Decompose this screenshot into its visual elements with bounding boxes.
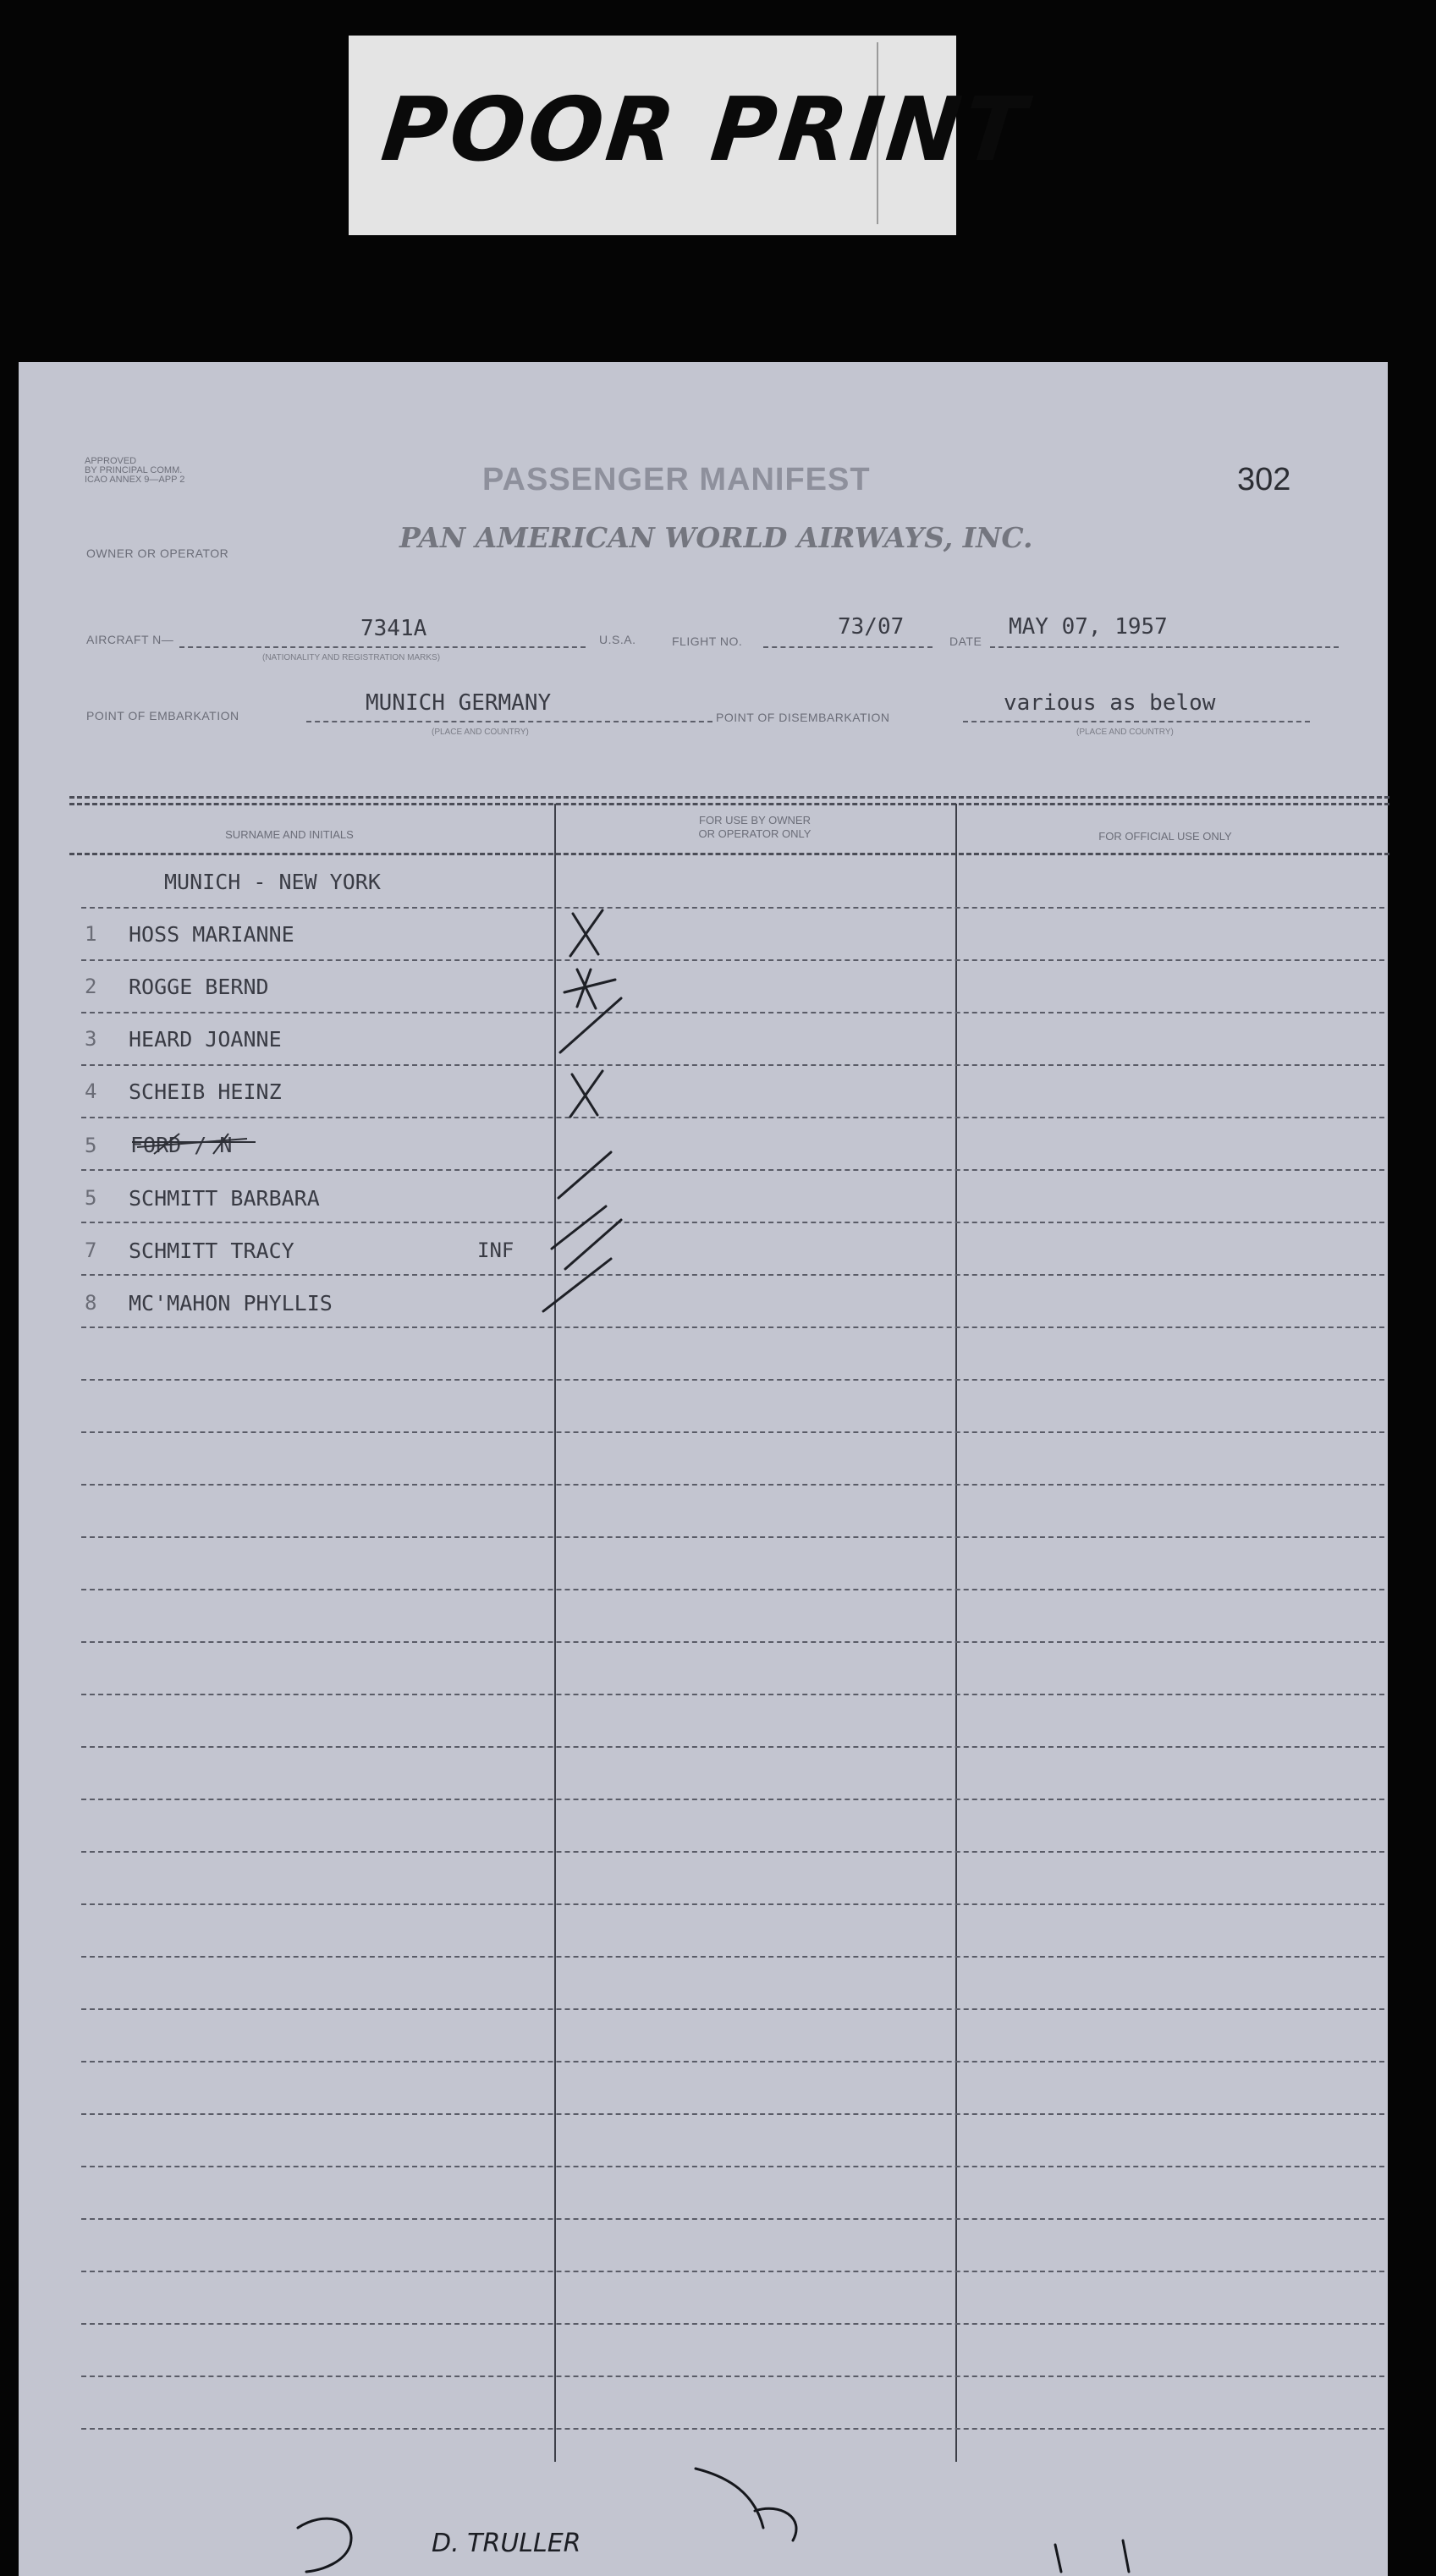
passenger-name: SCHEIB HEINZ	[129, 1079, 282, 1104]
passenger-name: SCHMITT TRACY	[129, 1239, 294, 1263]
bottom-handwriting	[19, 362, 1388, 2576]
passenger-number: 7	[85, 1239, 97, 1262]
handwriting-scrawl	[298, 2518, 351, 2572]
approval-note: APPROVED BY PRINCIPAL COMM. ICAO ANNEX 9—APP 2	[85, 456, 185, 485]
passenger-name: HEARD JOANNE	[129, 1027, 282, 1052]
col-header-owner-line1: FOR USE BY OWNER	[699, 814, 811, 827]
passenger-number: 5	[85, 1186, 97, 1210]
passenger-number: 3	[85, 1027, 97, 1051]
manifest-sheet	[19, 362, 1388, 2576]
disembark-label: POINT OF DISEMBARKATION	[716, 711, 890, 724]
passenger-name: SCHMITT BARBARA	[129, 1186, 320, 1211]
form-title: PASSENGER MANIFEST	[482, 462, 871, 497]
col-header-surname: SURNAME AND INITIALS	[225, 828, 354, 841]
handwriting-tick	[1055, 2540, 1129, 2572]
aircraft-value: 7341A	[360, 616, 427, 641]
aircraft-label: AIRCRAFT N—	[86, 633, 174, 646]
embark-label: POINT OF EMBARKATION	[86, 709, 239, 722]
disembark-sub: (PLACE AND COUNTRY)	[1076, 728, 1174, 737]
flight-value: 73/07	[838, 614, 905, 640]
passenger-number: 4	[85, 1079, 97, 1103]
passenger-number: 2	[85, 975, 97, 998]
passenger-number: 8	[85, 1291, 97, 1315]
handwriting-scrawl	[696, 2469, 796, 2540]
date-value: MAY 07, 1957	[1009, 614, 1168, 640]
col-header-official: FOR OFFICIAL USE ONLY	[1098, 830, 1232, 843]
infant-note: INF	[477, 1239, 514, 1262]
owner-label: OWNER OR OPERATOR	[86, 547, 229, 560]
embark-value: MUNICH GERMANY	[366, 690, 552, 716]
airline-name: PAN AMERICAN WORLD AIRWAYS, INC.	[399, 521, 1033, 554]
date-label: DATE	[949, 634, 982, 648]
page-number: 302	[1237, 462, 1291, 497]
embark-sub: (PLACE AND COUNTRY)	[432, 728, 529, 737]
svg-text:FORD / N: FORD / N	[130, 1133, 233, 1157]
poor-print-text: POOR PRINT	[377, 78, 1033, 181]
disembark-value: various as below	[1004, 690, 1216, 716]
handwriting-signature: D. TRULLER	[432, 2529, 581, 2558]
passenger-number: 5	[85, 1134, 97, 1157]
poor-print-label	[349, 36, 1033, 235]
usa-label: U.S.A.	[599, 633, 636, 646]
passenger-name: ROGGE BERND	[129, 975, 269, 999]
route-text: MUNICH - NEW YORK	[164, 870, 381, 894]
passenger-name: HOSS MARIANNE	[129, 922, 294, 947]
col-header-owner-line2: OR OPERATOR ONLY	[698, 827, 812, 840]
passenger-number: 1	[85, 922, 97, 946]
passenger-name: MC'MAHON PHYLLIS	[129, 1291, 333, 1315]
flight-label: FLIGHT NO.	[672, 634, 743, 648]
aircraft-sub: (NATIONALITY AND REGISTRATION MARKS)	[262, 653, 441, 662]
